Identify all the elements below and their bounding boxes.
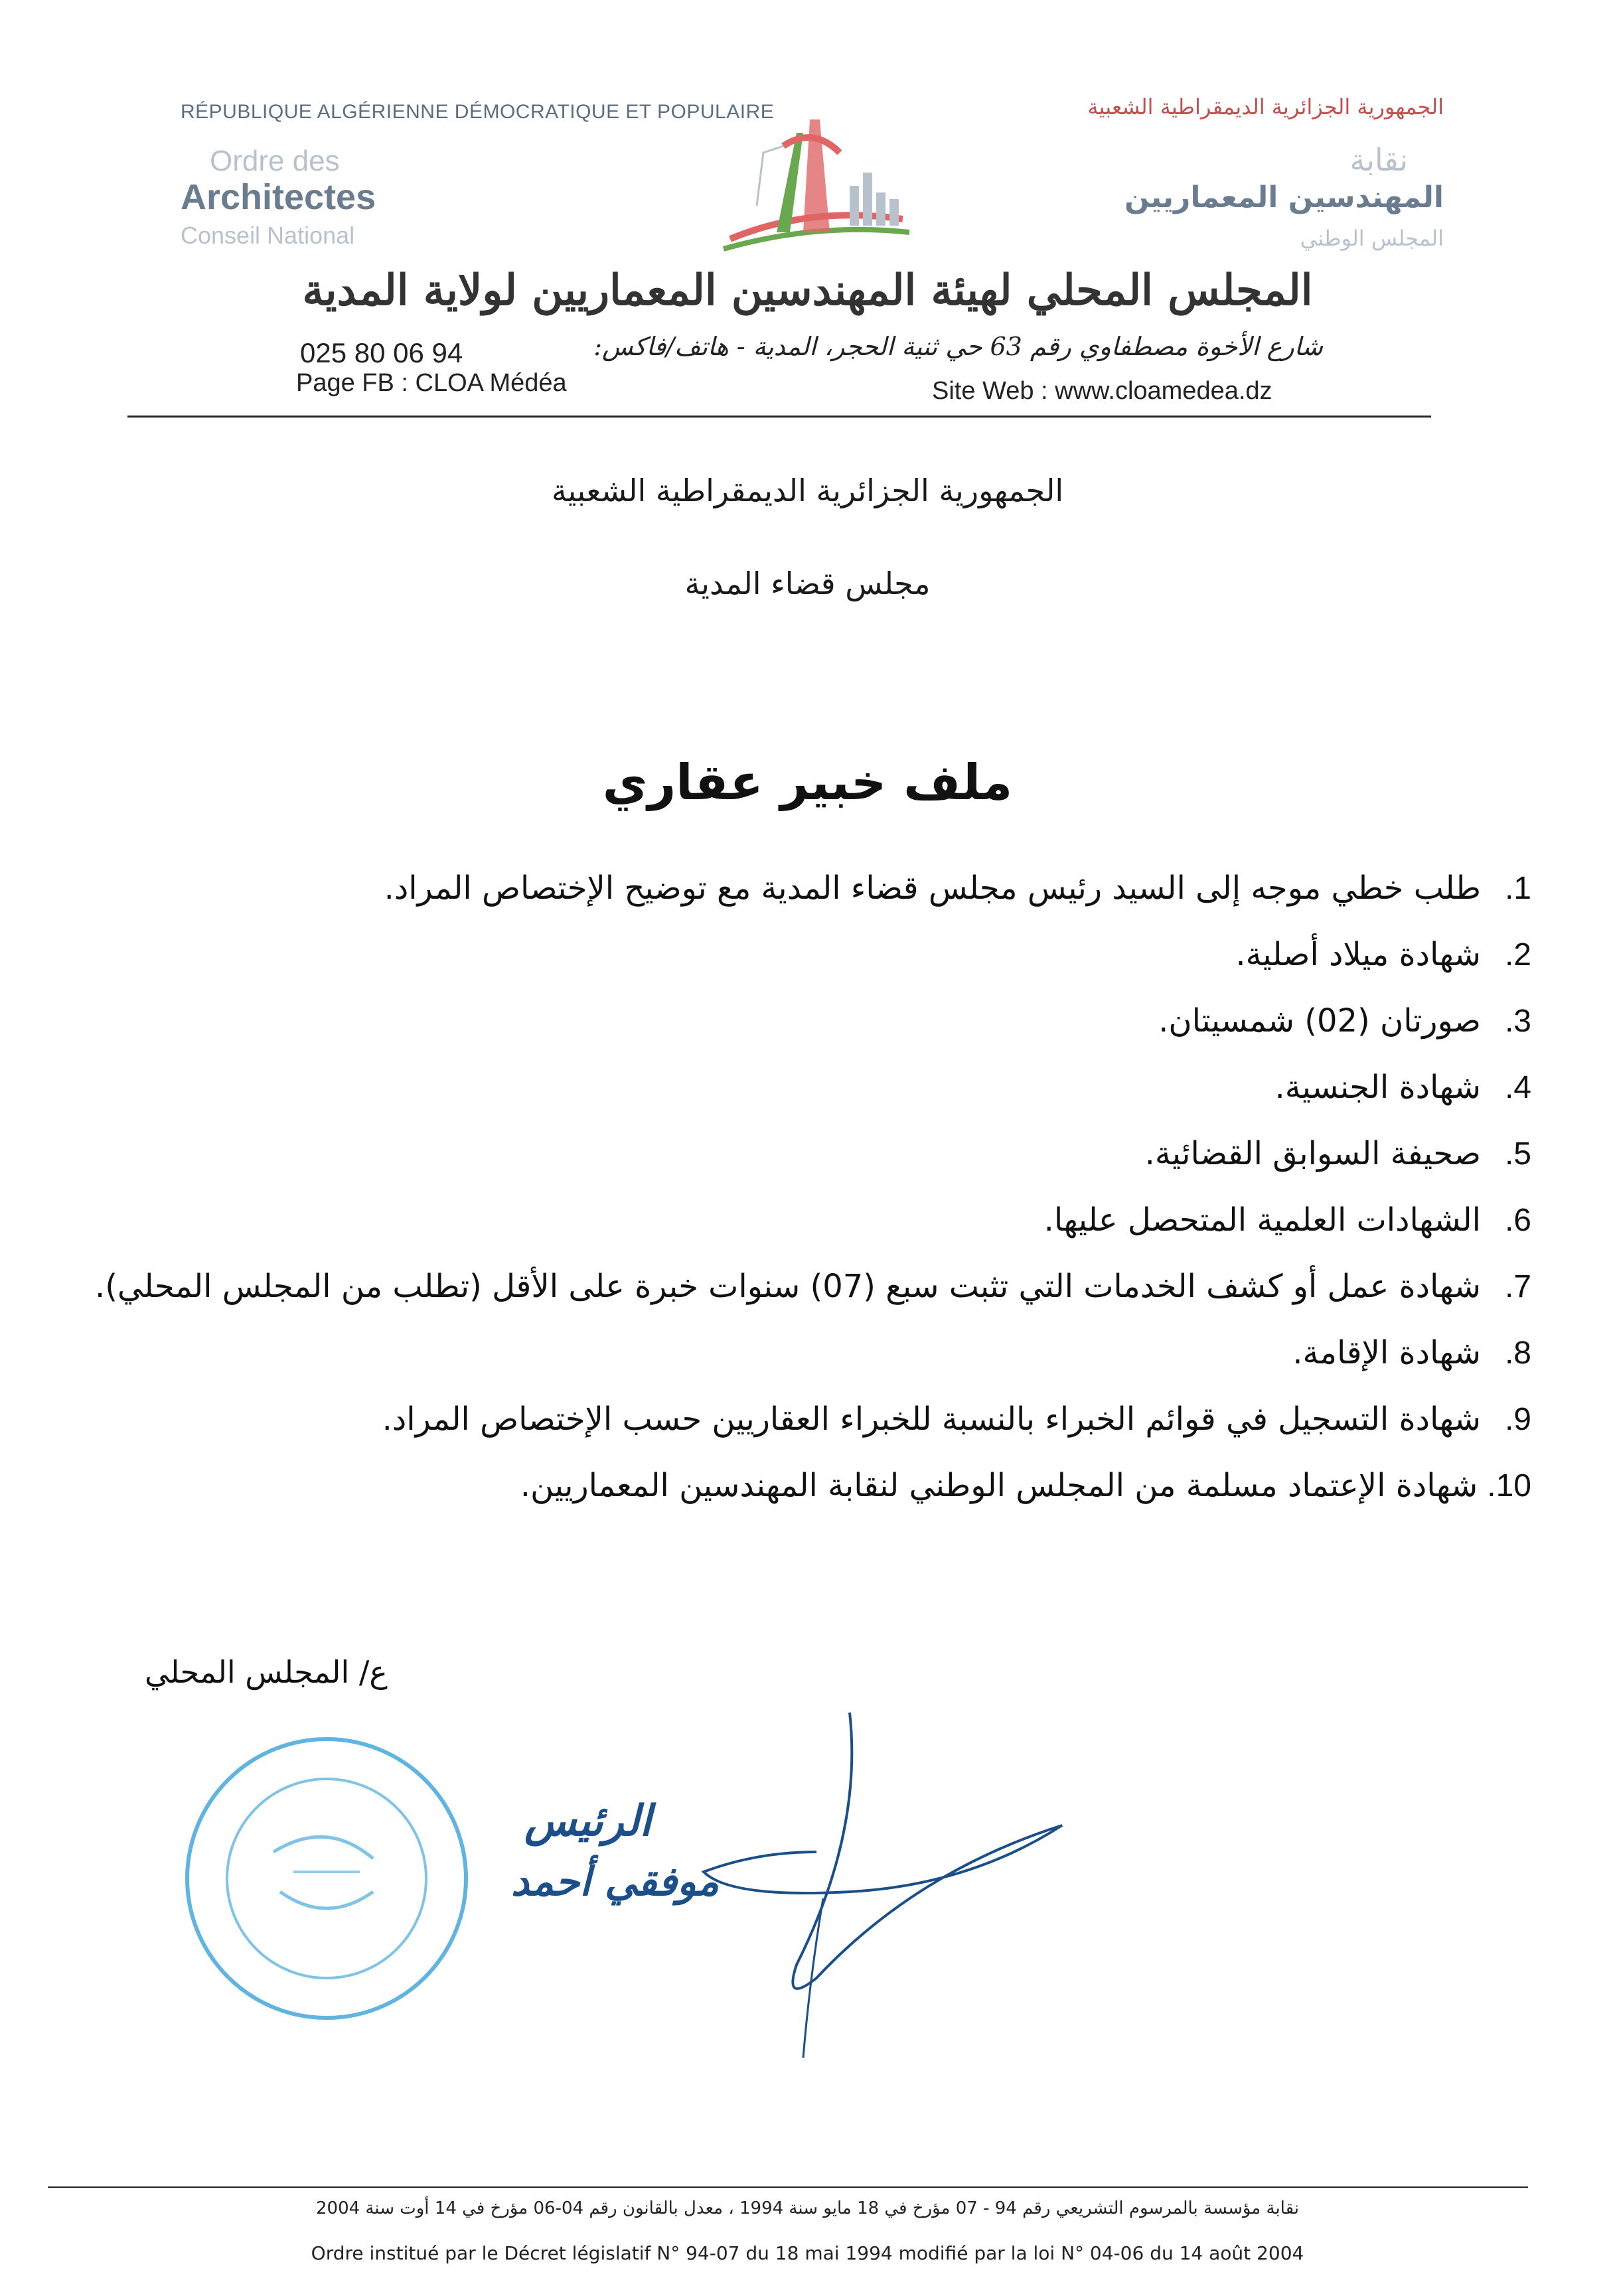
footer-french: Ordre institué par le Décret législatif N° 94-07 du 18 mai 1994 modifié par la loi N° 04-06 du 14 août 2004 <box>311 2242 1304 2264</box>
court-line: مجلس قضاء المدية <box>684 566 931 601</box>
item-text: شهادة التسجيل في قوائم الخبراء بالنسبة للخبراء العقاريين حسب الإختصاص المراد. <box>382 1401 1481 1438</box>
item-number: 1. <box>1504 870 1531 906</box>
ar-national-council-text: المجلس الوطني <box>1300 226 1444 251</box>
website-text: Site Web : www.cloamedea.dz <box>932 377 1272 405</box>
fr-republic-heading: RÉPUBLIQUE ALGÉRIENNE DÉMOCRATIQUE ET POPULAIRE <box>181 101 775 123</box>
item-number: 9. <box>1504 1401 1531 1437</box>
phone-number: 025 80 06 94 <box>300 337 463 368</box>
republic-line: الجمهورية الجزائرية الديمقراطية الشعبية <box>551 473 1064 508</box>
item-number: 10. <box>1487 1468 1531 1503</box>
list-item <box>71 1320 1531 1386</box>
item-text: شهادة ميلاد أصلية. <box>1235 936 1481 973</box>
document-title: ملف خبير عقاري <box>602 754 1013 811</box>
list-item <box>71 855 1531 921</box>
item-text: شهادة الإقامة. <box>1292 1334 1481 1371</box>
item-number: 4. <box>1504 1069 1531 1105</box>
item-text: طلب خطي موجه إلى السيد رئيس مجلس قضاء المدية مع توضيح الإختصاص المراد. <box>384 870 1481 907</box>
fr-architectes-text: Architectes <box>181 177 376 217</box>
order-logo-icon <box>704 106 923 259</box>
item-text: صورتان (02) شمسيتان. <box>1158 1002 1481 1039</box>
list-item <box>71 1253 1531 1320</box>
item-text: شهادة الجنسية. <box>1274 1069 1481 1106</box>
list-item <box>71 1386 1531 1452</box>
header-divider <box>127 416 1431 418</box>
list-item <box>71 1120 1531 1187</box>
on-behalf-label: ع/ المجلس المحلي <box>145 1654 388 1690</box>
footer-arabic: نقابة مؤسسة بالمرسوم التشريعي رقم 94 - 07 مؤرخ في 18 مايو سنة 1994 ، معدل بالقانون رقم 04-06 مؤرخ في 14 أوت سنة 2004 <box>316 2198 1299 2218</box>
council-title: المجلس المحلي لهيئة المهندسين المعماريين لولاية المدية <box>302 266 1313 315</box>
signature-title: الرئيس <box>524 1796 652 1846</box>
fr-conseil-text: Conseil National <box>181 222 355 249</box>
list-item <box>71 1452 1531 1519</box>
item-number: 6. <box>1504 1202 1531 1238</box>
item-number: 8. <box>1504 1335 1531 1371</box>
list-item <box>71 1054 1531 1120</box>
item-number: 5. <box>1504 1136 1531 1172</box>
list-item <box>71 921 1531 988</box>
footer-divider <box>48 2186 1528 2188</box>
list-item <box>71 988 1531 1054</box>
requirements-list <box>71 855 1531 1519</box>
ar-niqaba-text: نقابة <box>1349 142 1408 178</box>
item-text: شهادة عمل أو كشف الخدمات التي تثبت سبع (07) سنوات خبرة على الأقل (تطلب من المجلس المحلي). <box>94 1268 1481 1305</box>
facebook-page: Page FB : CLOA Médéa <box>296 369 567 397</box>
ar-republic-heading: الجمهورية الجزائرية الديمقراطية الشعبية <box>1087 94 1444 119</box>
item-number: 3. <box>1504 1003 1531 1039</box>
address-text: شارع الأخوة مصطفاوي رقم 63 حي ثنية الحجر، المدية - هاتف/فاكس: <box>593 332 1323 361</box>
fr-ordre-text: Ordre des <box>210 145 340 177</box>
item-text: الشهادات العلمية المتحصل عليها. <box>1043 1201 1481 1239</box>
item-text: شهادة الإعتماد مسلمة من المجلس الوطني لنقابة المهندسين المعماريين. <box>520 1467 1478 1504</box>
item-number: 2. <box>1504 937 1531 972</box>
ar-architects-text: المهندسين المعماريين <box>1124 181 1444 214</box>
signatory-name: موفقي أحمد <box>511 1859 720 1905</box>
list-item <box>71 1187 1531 1253</box>
official-stamp-icon <box>174 1726 479 2031</box>
item-text: صحيفة السوابق القضائية. <box>1144 1135 1481 1172</box>
item-number: 7. <box>1504 1268 1531 1304</box>
